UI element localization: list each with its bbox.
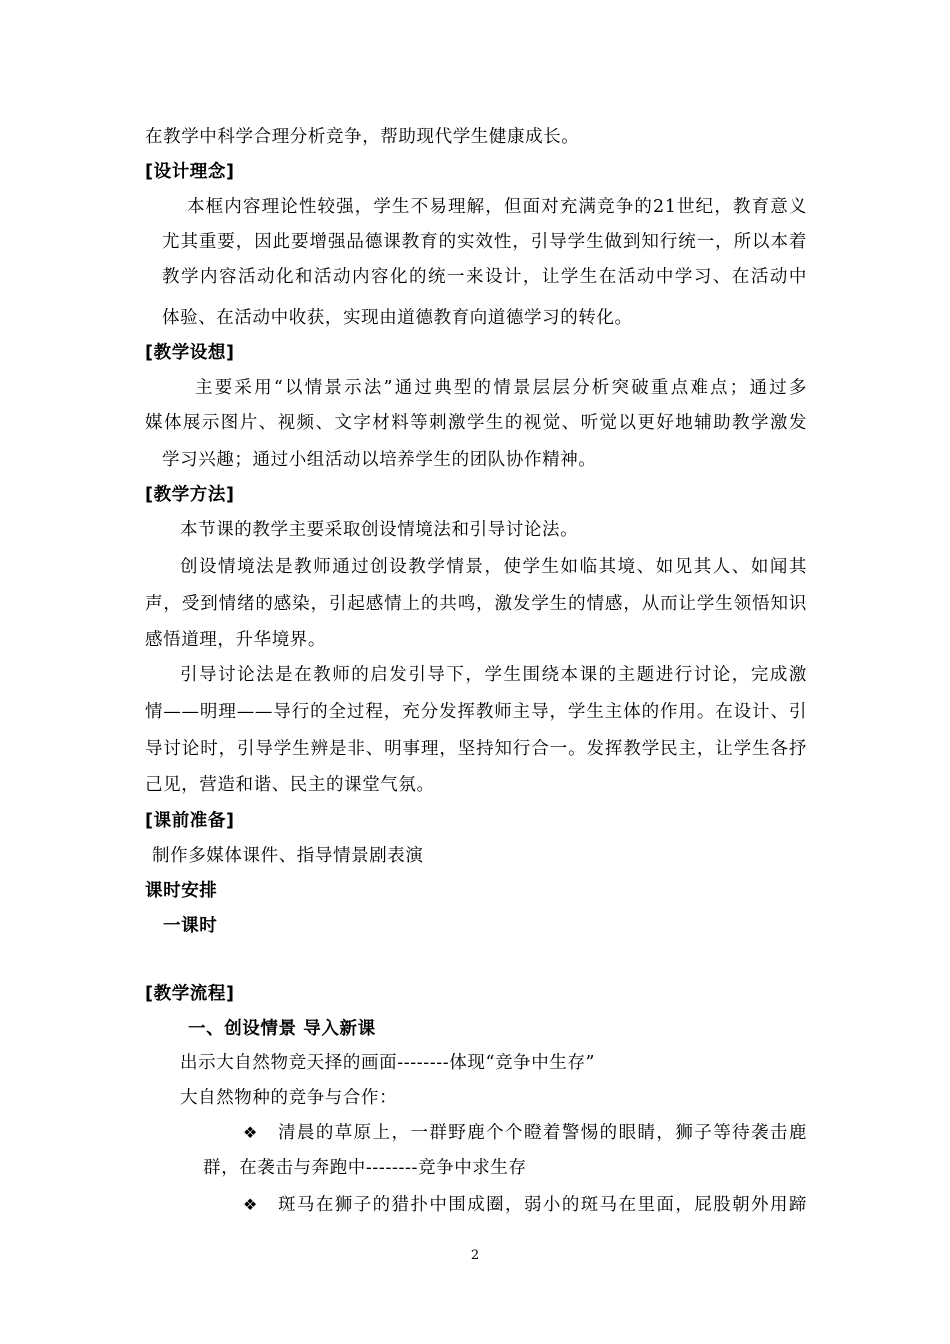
- paragraph-line: 尤其重要，因此要增强品德课教育的实效性，引导学生做到知行统一，所以本着: [162, 232, 807, 252]
- paragraph-line: 情——明理——导行的全过程，充分发挥教师主导，学生主体的作用。在设计、引: [145, 702, 807, 722]
- paragraph-line: 导讨论时，引导学生辨是非、明事理，坚持知行合一。发挥教学民主，让学生各抒: [145, 739, 807, 759]
- intro-line: 在教学中科学合理分析竞争，帮助现代学生健康成长。: [145, 127, 580, 147]
- diamond-bullet-icon: ❖: [243, 1195, 258, 1214]
- paragraph-line: 本框内容理论性较强，学生不易理解，但面对充满竞争的21世纪，教育意义: [187, 197, 807, 217]
- paragraph-line: 感悟道理，升华境界。: [145, 630, 326, 650]
- paragraph-line: 学习兴趣；通过小组活动以培养学生的团队协作精神。: [162, 450, 597, 470]
- list-item-line: 斑马在狮子的猎扑中围成圈，弱小的斑马在里面，屁股朝外用蹄: [278, 1195, 807, 1215]
- diamond-bullet-icon: ❖: [243, 1123, 258, 1142]
- heading-design-concept: [设计理念]: [145, 162, 235, 182]
- page-number: 2: [470, 1248, 480, 1263]
- heading-teaching-flow: [教学流程]: [145, 984, 235, 1004]
- paragraph-line: 大自然物种的竞争与合作：: [180, 1088, 398, 1108]
- paragraph-line: 主要采用“以情景示法”通过典型的情景层层分析突破重点难点；通过多: [195, 378, 807, 398]
- section-title: 一、创设情景 导入新课: [188, 1019, 376, 1039]
- heading-teaching-idea: [教学设想]: [145, 343, 235, 363]
- list-item-line: 群，在袭击与奔跑中--------竞争中求生存: [203, 1158, 527, 1178]
- paragraph-line: 引导讨论法是在教师的启发引导下，学生围绕本课的主题进行讨论，完成激: [180, 665, 807, 685]
- paragraph-line: 媒体展示图片、视频、文字材料等刺激学生的视觉、听觉以更好地辅助教学激发: [145, 413, 807, 433]
- list-item-line: 清晨的草原上，一群野鹿个个瞪着警惕的眼睛，狮子等待袭击鹿: [278, 1123, 807, 1143]
- heading-schedule: 课时安排: [145, 881, 218, 901]
- heading-teaching-method: [教学方法]: [145, 485, 235, 505]
- paragraph-line: 体验、在活动中收获，实现由道德教育向道德学习的转化。: [162, 308, 633, 328]
- heading-preparation: [课前准备]: [145, 811, 235, 831]
- schedule-value: 一课时: [163, 916, 218, 936]
- paragraph-line: 己见，营造和谐、民主的课堂气氛。: [145, 775, 435, 795]
- paragraph-line: 声，受到情绪的感染，引起感情上的共鸣，激发学生的情感，从而让学生领悟知识: [145, 594, 807, 614]
- paragraph-line: 制作多媒体课件、指导情景剧表演: [152, 846, 424, 866]
- paragraph-line: 本节课的教学主要采取创设情境法和引导讨论法。: [180, 520, 579, 540]
- paragraph-line: 教学内容活动化和活动内容化的统一来设计，让学生在活动中学习、在活动中: [162, 267, 807, 287]
- paragraph-line: 出示大自然物竞天择的画面--------体现“竞争中生存”: [180, 1053, 596, 1073]
- paragraph-line: 创设情境法是教师通过创设教学情景，使学生如临其境、如见其人、如闻其: [180, 557, 807, 577]
